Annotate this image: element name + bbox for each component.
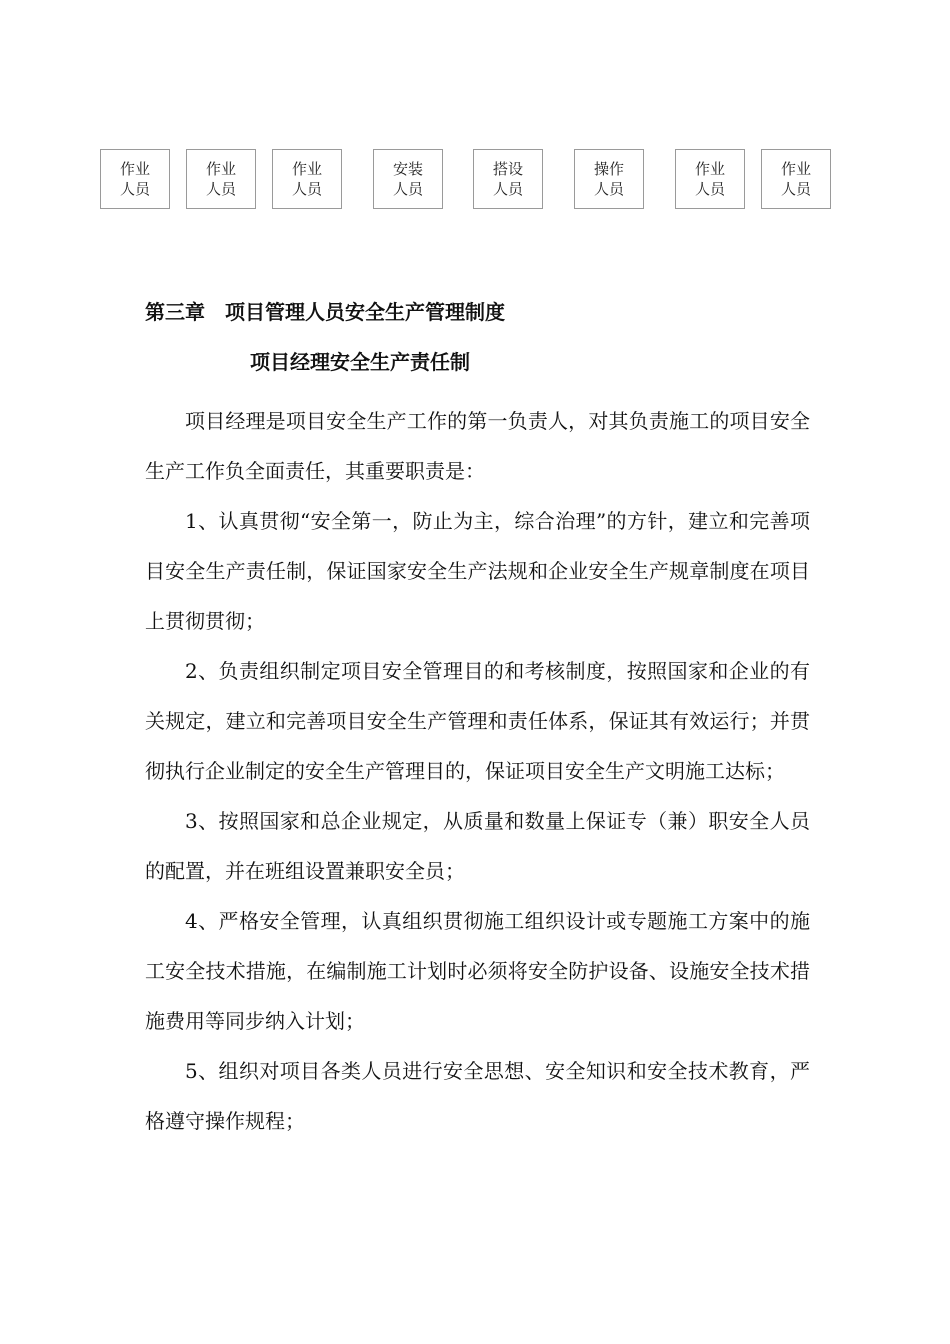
- section-title: 项目经理安全生产责任制: [250, 350, 470, 374]
- org-chart-box: [761, 149, 831, 209]
- chapter-title: 第三章 项目管理人员安全生产管理制度: [145, 300, 505, 324]
- paragraph: 1、认真贯彻“安全第一，防止为主，综合治理”的方针，建立和完善项目安全生产责任制，保证国家安全生产法规和企业安全生产规章制度在项目上贯彻贯彻；: [145, 509, 810, 633]
- paragraph: 3、按照国家和总企业规定，从质量和数量上保证专（兼）职安全人员的配置，并在班组设置兼职安全员；: [145, 809, 810, 883]
- org-chart-box-line1: 作业: [780, 160, 811, 178]
- org-chart-box-line2: 人员: [291, 180, 322, 198]
- org-chart-box-line1: 作业: [119, 160, 150, 178]
- org-chart-box: [373, 149, 443, 209]
- org-chart-box-line2: 人员: [593, 180, 624, 198]
- org-chart-box-line2: 人员: [780, 180, 811, 198]
- org-chart-box: [675, 149, 745, 209]
- org-chart-box-line1: 作业: [205, 160, 236, 178]
- org-chart-box: [473, 149, 543, 209]
- paragraph: 5、组织对项目各类人员进行安全思想、安全知识和安全技术教育，严格遵守操作规程；: [145, 1059, 810, 1133]
- org-chart-box-line1: 搭设: [492, 160, 523, 178]
- org-chart-box: [272, 149, 342, 209]
- org-chart-box: [100, 149, 170, 209]
- org-chart-box-line1: 作业: [694, 160, 725, 178]
- org-chart-box-line1: 操作: [593, 160, 624, 178]
- org-chart-box-line2: 人员: [492, 180, 523, 198]
- org-chart-box-line2: 人员: [119, 180, 150, 198]
- paragraph: 4、严格安全管理，认真组织贯彻施工组织设计或专题施工方案中的施工安全技术措施，在编制施工计划时必须将安全防护设备、设施安全技术措施费用等同步纳入计划；: [145, 909, 810, 1033]
- org-chart-box-line1: 作业: [291, 160, 322, 178]
- org-chart-box-line1: 安装: [392, 160, 423, 178]
- org-chart-box: [186, 149, 256, 209]
- org-chart-box-line2: 人员: [205, 180, 236, 198]
- paragraph: 项目经理是项目安全生产工作的第一负责人，对其负责施工的项目安全生产工作负全面责任，其重要职责是：: [145, 409, 810, 483]
- org-chart-box: [574, 149, 644, 209]
- paragraph: 2、负责组织制定项目安全管理目的和考核制度，按照国家和企业的有关规定，建立和完善项目安全生产管理和责任体系，保证其有效运行；并贯彻执行企业制定的安全生产管理目的，保证项目安全生产文明施工达标；: [145, 659, 810, 783]
- org-chart-box-line2: 人员: [694, 180, 725, 198]
- org-chart-box-line2: 人员: [392, 180, 423, 198]
- body-text: [145, 396, 810, 1146]
